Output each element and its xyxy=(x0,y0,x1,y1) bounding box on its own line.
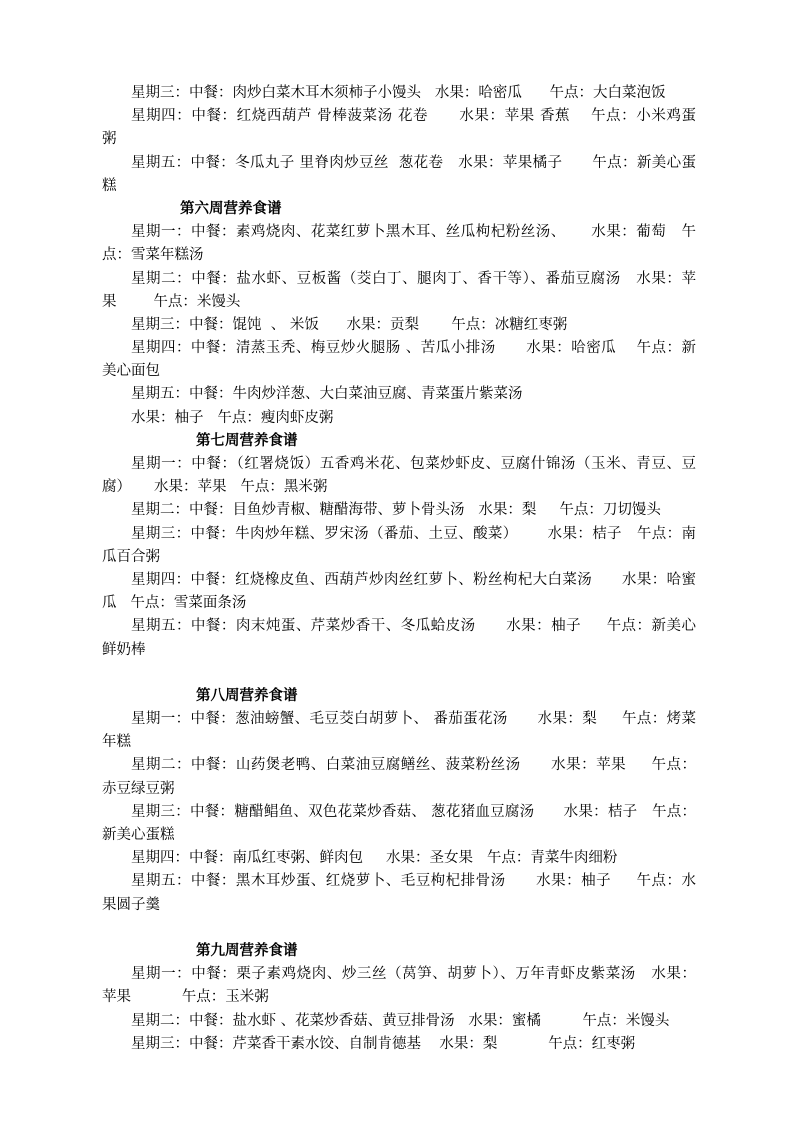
entry-line: 星期四：中餐：清蒸玉秃、梅豆炒火腿肠 、苦瓜小排汤 水果：哈密瓜 午点：新 xyxy=(131,340,696,357)
day-entry xyxy=(102,383,696,406)
entry-line: 星期四：中餐：红烧西葫芦 骨棒菠菜汤 花卷 水果：苹果 香蕉 午点：小米鸡蛋 xyxy=(131,108,696,125)
day-entry xyxy=(102,314,696,337)
menu-section xyxy=(102,917,696,1056)
day-entry xyxy=(102,963,696,1009)
menu-section xyxy=(102,430,696,662)
document-page xyxy=(102,82,696,1056)
entry-continuation-line: 腐） 水果：苹果 午点：黑米粥 xyxy=(102,479,328,496)
entry-line: 星期五：中餐：肉末炖蛋、芹菜炒香干、冬瓜蛤皮汤 水果：柚子 午点：新美心 xyxy=(131,618,696,635)
blank-line xyxy=(102,917,696,940)
day-entry xyxy=(102,499,696,522)
entry-continuation-line: 赤豆绿豆粥 xyxy=(102,780,175,797)
day-entry xyxy=(102,221,696,267)
day-entry xyxy=(102,801,696,847)
menu-section xyxy=(102,198,696,430)
day-entry xyxy=(102,1010,696,1033)
entry-continuation-line: 粥 xyxy=(102,131,117,148)
entry-line: 水果：柚子 午点：瘦肉虾皮粥 xyxy=(131,409,334,426)
entry-continuation-line: 瓜 午点：雪菜面条汤 xyxy=(102,595,247,612)
menu-section xyxy=(102,662,696,917)
entry-line: 星期二：中餐：盐水虾 、花菜炒香菇、黄豆排骨汤 水果：蜜橘 午点：米馒头 xyxy=(131,1012,670,1029)
day-entry xyxy=(102,105,696,151)
day-entry xyxy=(102,870,696,916)
entry-continuation-line: 鲜奶棒 xyxy=(102,641,146,658)
day-entry xyxy=(102,523,696,569)
entry-line: 星期二：中餐：目鱼炒青椒、糖醋海带、萝卜骨头汤 水果：梨 午点：刀切馒头 xyxy=(131,502,661,519)
day-entry xyxy=(102,708,696,754)
week-heading: 第六周营养食谱 xyxy=(180,200,282,217)
entry-line: 星期三：中餐：芹菜香干素水饺、自制肯德基 水果：梨 午点：红枣粥 xyxy=(131,1035,636,1052)
day-entry xyxy=(102,268,696,314)
entry-line: 星期三：中餐：牛肉炒年糕、罗宋汤（番茄、土豆、酸菜） 水果：桔子 午点：南 xyxy=(131,525,696,542)
entry-line: 星期二：中餐：盐水虾、豆板酱（茭白丁、腿肉丁、香干等）、番茄豆腐汤 水果：苹 xyxy=(131,270,696,287)
day-entry xyxy=(102,453,696,499)
day-entry xyxy=(102,407,696,430)
blank-line xyxy=(102,662,696,685)
entry-continuation-line: 美心面包 xyxy=(102,363,160,380)
entry-line: 星期一：中餐：葱油螃蟹、毛豆茭白胡萝卜、 番茄蛋花汤 水果：梨 午点：烤菜 xyxy=(131,711,696,728)
entry-line: 星期三：中餐：糖醋鲳鱼、双色花菜炒香菇、 葱花猪血豆腐汤 水果：桔子 午点： xyxy=(131,803,696,820)
day-entry xyxy=(102,82,696,105)
entry-continuation-line: 果 午点：米馒头 xyxy=(102,293,241,310)
week-heading: 第七周营养食谱 xyxy=(196,432,298,449)
entry-line: 星期五：中餐：黑木耳炒蛋、红烧萝卜、毛豆枸杞排骨汤 水果：柚子 午点：水 xyxy=(131,873,696,890)
entry-continuation-line: 糕 xyxy=(102,177,117,194)
day-entry xyxy=(102,569,696,615)
entry-line: 星期三：中餐：馄饨 、 米饭 水果：贡梨 午点：冰糖红枣粥 xyxy=(131,316,568,333)
day-entry xyxy=(102,615,696,661)
day-entry xyxy=(102,152,696,198)
day-entry xyxy=(102,337,696,383)
day-entry xyxy=(102,754,696,800)
entry-line: 星期三：中餐：肉炒白菜木耳木须柿子小馒头 水果：哈密瓜 午点：大白菜泡饭 xyxy=(131,85,666,101)
entry-continuation-line: 苹果 午点：玉米粥 xyxy=(102,989,269,1006)
entry-line: 星期五：中餐：冬瓜丸子 里脊肉炒豆丝 葱花卷 水果：苹果橘子 午点：新美心蛋 xyxy=(131,154,696,171)
entry-continuation-line: 年糕 xyxy=(102,734,131,751)
day-entry xyxy=(102,1033,696,1056)
entry-line: 星期二：中餐：山药煲老鸭、白菜油豆腐鳝丝、菠菜粉丝汤 水果：苹果 午点： xyxy=(131,757,696,774)
entry-line: 星期四：中餐：红烧橡皮鱼、西葫芦炒肉丝红萝卜、粉丝枸杞大白菜汤 水果：哈蜜 xyxy=(131,571,696,588)
week-heading: 第九周营养食谱 xyxy=(196,942,298,959)
entry-continuation-line: 果圆子羹 xyxy=(102,896,160,913)
day-entry xyxy=(102,847,696,870)
entry-continuation-line: 瓜百合粥 xyxy=(102,548,160,565)
entry-line: 星期四：中餐：南瓜红枣粥、鲜肉包 水果：圣女果 午点：青菜牛肉细粉 xyxy=(131,850,618,867)
entry-continuation-line: 新美心蛋糕 xyxy=(102,827,175,843)
entry-line: 星期一：中餐：（红署烧饭）五香鸡米花、包菜炒虾皮、豆腐什锦汤（玉米、青豆、豆 xyxy=(131,456,696,472)
week-heading: 第八周营养食谱 xyxy=(196,687,298,704)
entry-line: 星期五：中餐：牛肉炒洋葱、大白菜油豆腐、青菜蛋片紫菜汤 xyxy=(131,386,523,403)
menu-section xyxy=(102,82,696,198)
entry-line: 星期一：中餐：素鸡烧肉、花菜红萝卜黑木耳、丝瓜枸杞粉丝汤、 水果：葡萄 午 xyxy=(131,224,696,241)
entry-continuation-line: 点：雪菜年糕汤 xyxy=(102,247,204,264)
entry-line: 星期一：中餐：栗子素鸡烧肉、炒三丝（莴笋、胡萝卜）、万年青虾皮紫菜汤 水果： xyxy=(131,966,696,983)
